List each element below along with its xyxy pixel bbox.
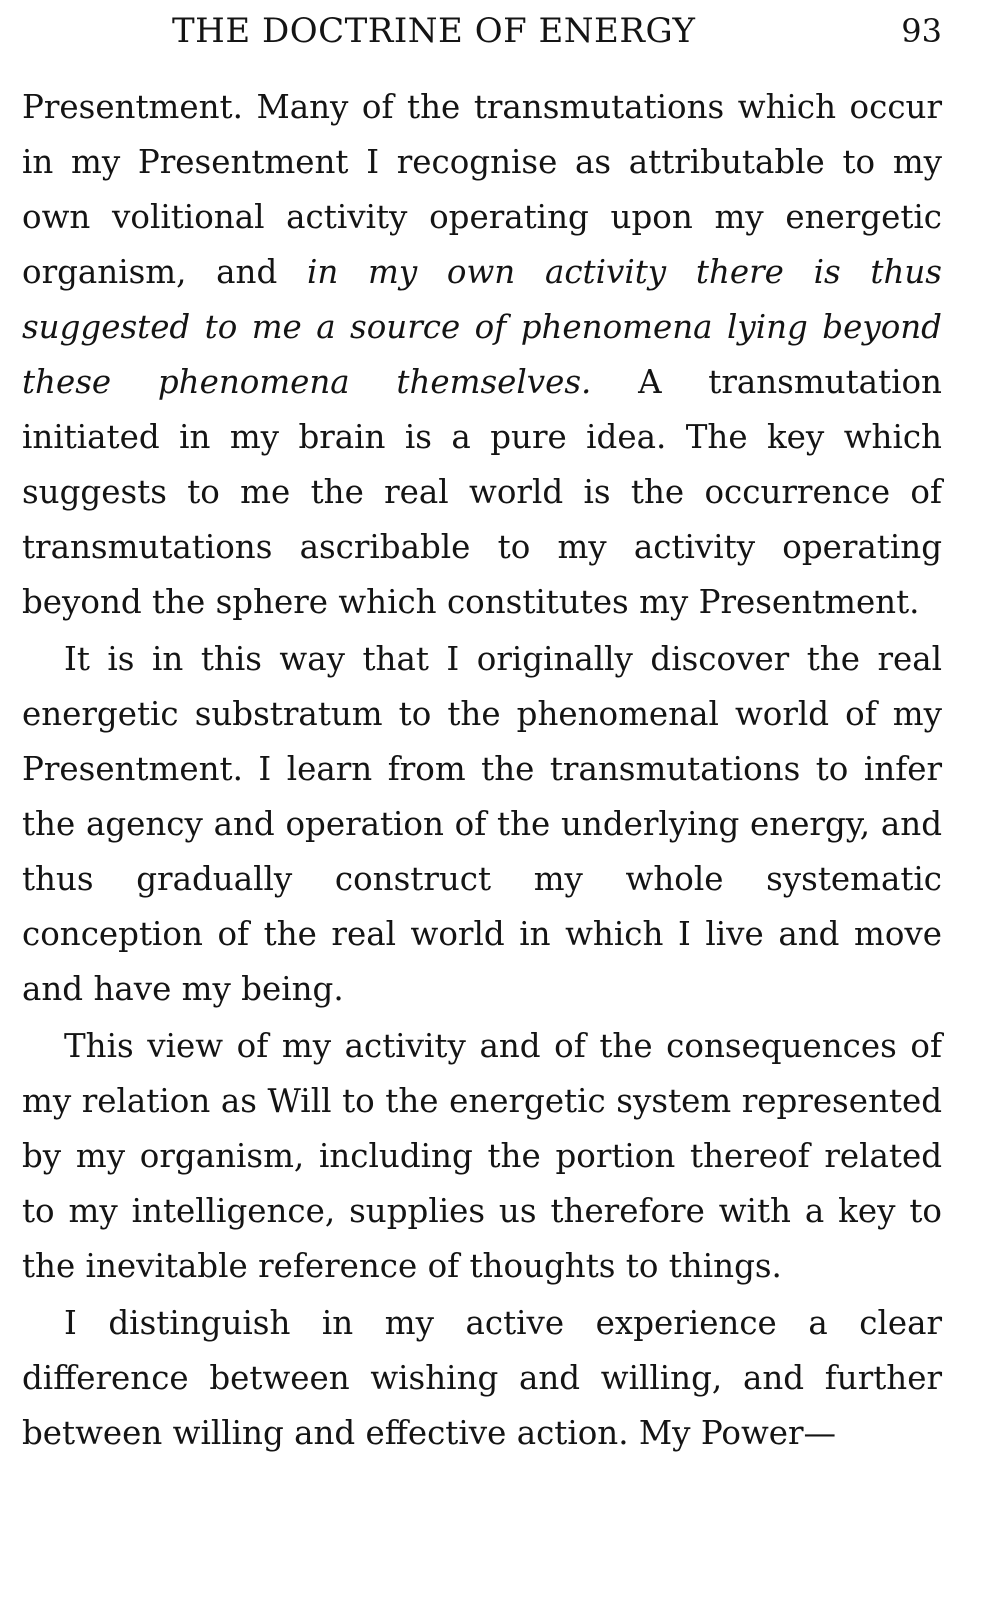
paragraph-4: I distinguish in my active experience a clear difference between wishing and willing, and further between willing and effective action. My Power—	[22, 1304, 942, 1452]
page-number: 93	[901, 12, 942, 50]
paragraph-3: This view of my activity and of the consequences of my relation as Will to the energetic system represented by my organism, including the portion thereof related to my intelligence, supplies us therefore with a key to the inevitable reference of thoughts to things.	[22, 1027, 942, 1285]
paragraph-1-before: Presentment. Many of the transmutations which occur in my Presentment I recognise as attributable to my own volitional activity operating upon my energetic organism, and	[22, 88, 942, 291]
paragraph-1-emphasis: in my own activity there is thus suggested to me a source of phenomena lying beyond these phenomena themselves.	[22, 253, 942, 401]
paragraph-2: It is in this way that I originally discover the real energetic substratum to the phenomenal world of my Presentment. I learn from the transmutations to infer the agency and operation of the underlying energy, and thus gradually construct my whole systematic conception of the real world in which I live and move and have my being.	[22, 640, 942, 1008]
running-title: THE DOCTRINE OF ENERGY	[172, 11, 696, 51]
body-text	[22, 80, 942, 1461]
book-page	[22, 0, 942, 1621]
running-head	[22, 8, 942, 54]
paragraph-1	[22, 80, 942, 630]
paragraph-1-after: A transmutation initiated in my brain is a pure idea. The key which suggests to me the real world is the occurrence of transmutations ascribable to my activity operating beyond the sphere which constitutes my Presentment.	[22, 363, 942, 621]
